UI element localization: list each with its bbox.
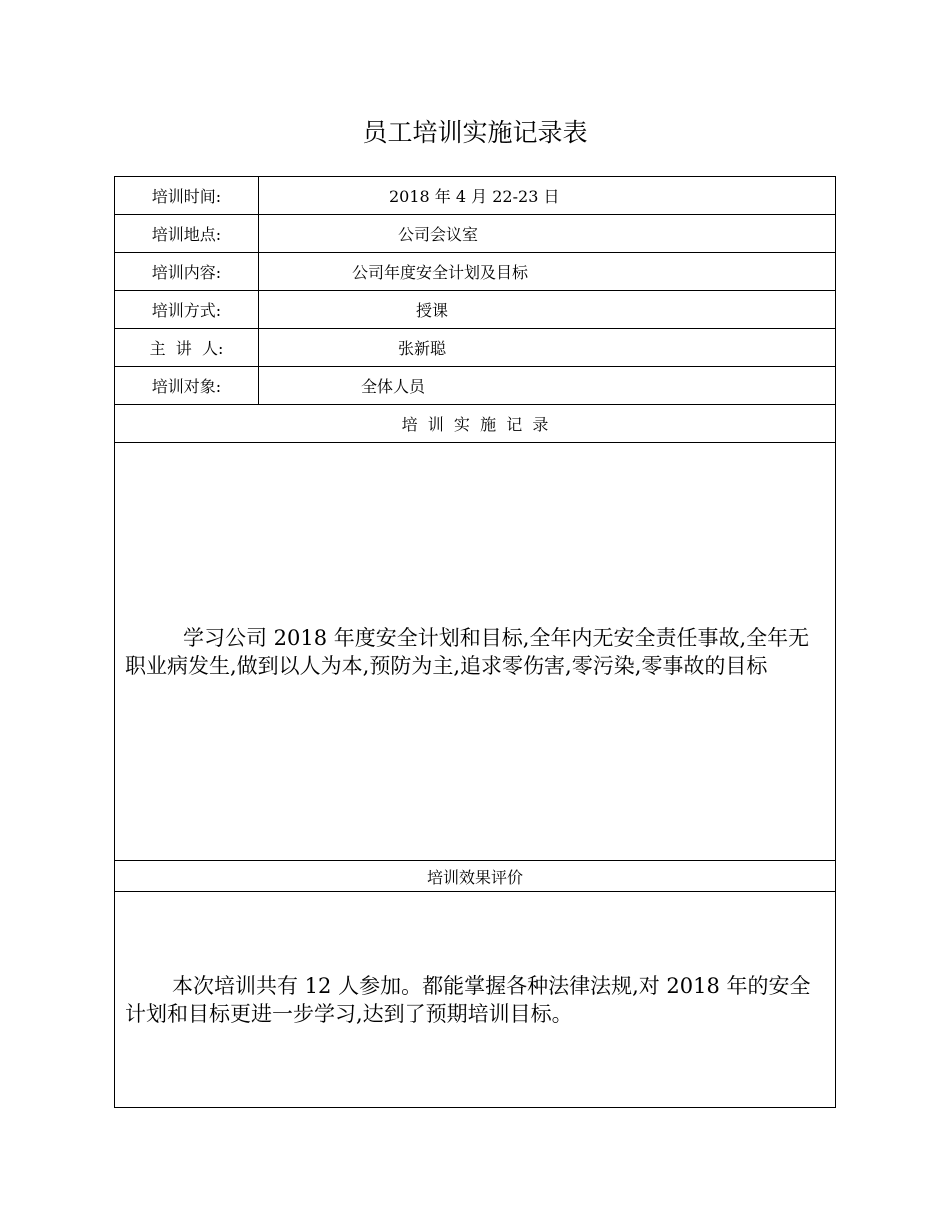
page-title: 员工培训实施记录表 <box>362 118 588 147</box>
table-row <box>115 367 836 405</box>
training-location-label: 培训地点: <box>115 215 259 253</box>
record-content-cell <box>115 443 836 861</box>
table-row <box>115 291 836 329</box>
lecturer-label: 主 讲 人: <box>115 329 259 367</box>
table-row <box>115 253 836 291</box>
table-row <box>115 177 836 215</box>
table-row <box>115 329 836 367</box>
training-method-label: 培训方式: <box>115 291 259 329</box>
training-method-value: 授课 <box>259 291 836 329</box>
record-section-header: 培 训 实 施 记 录 <box>115 405 836 443</box>
evaluation-text: 本次培训共有 12 人参加。都能掌握各种法律法规,对 2018 年的安全计划和目标更进一步学习,达到了预期培训目标。 <box>125 973 811 1026</box>
training-audience-label: 培训对象: <box>115 367 259 405</box>
table-row <box>115 861 836 892</box>
training-content-value: 公司年度安全计划及目标 <box>259 253 836 291</box>
lecturer-value: 张新聪 <box>259 329 836 367</box>
training-time-value: 2018 年 4 月 22-23 日 <box>259 177 836 215</box>
record-text: 学习公司 2018 年度安全计划和目标,全年内无安全责任事故,全年无职业病发生,做到以人为本,预防为主,追求零伤害,零污染,零事故的目标 <box>125 625 810 678</box>
training-content-label: 培训内容: <box>115 253 259 291</box>
table-row <box>115 215 836 253</box>
training-location-value: 公司会议室 <box>259 215 836 253</box>
training-time-label: 培训时间: <box>115 177 259 215</box>
training-record-table <box>114 176 836 1108</box>
evaluation-section-header: 培训效果评价 <box>115 861 836 892</box>
training-audience-value: 全体人员 <box>259 367 836 405</box>
evaluation-content-cell <box>115 892 836 1108</box>
table-row <box>115 405 836 443</box>
table-row <box>115 443 836 861</box>
table-row <box>115 892 836 1108</box>
